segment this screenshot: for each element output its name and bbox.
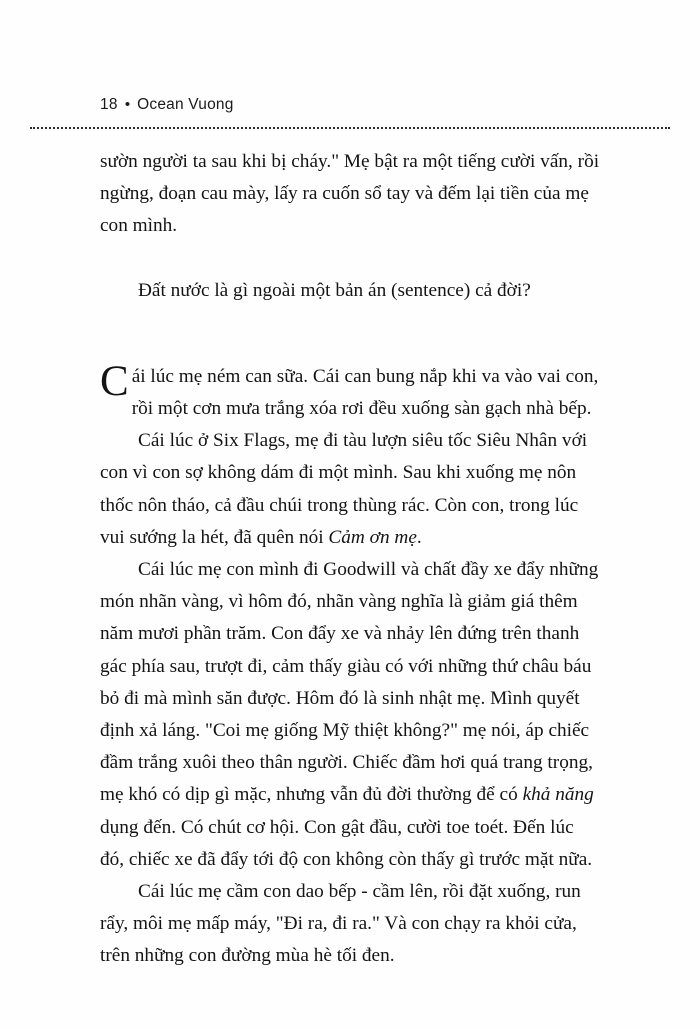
text-run: Cái lúc ở Six Flags, mẹ đi tàu lượn siêu tốc Siêu Nhân với con vì con sợ không dám đi một mình. Sau khi xuống mẹ nôn thốc nôn tháo, cả đầu chúi trong thùng rác. Còn con, trong lúc vui sướng la hét, đã quên nói: [100, 430, 588, 548]
paragraph-dropcap-text: ái lúc mẹ ném can sữa. Cái can bung nắp khi va vào vai con, rồi một cơn mưa trắng xóa rơi đều xuống sàn gạch nhà bếp.: [131, 365, 599, 420]
drop-cap-letter: C: [100, 357, 129, 405]
text-run: dụng đến. Có chút cơ hội. Con gật đầu, cười toe toét. Đến lúc đó, chiếc xe đã đẩy tới độ con không còn thấy gì trước mặt nữa.: [100, 816, 593, 870]
paragraph-dropcap: [100, 357, 600, 425]
paragraph-six-flags: [100, 425, 600, 554]
paragraph-question: Đất nước là gì ngoài một bản án (sentence) cả đời?: [138, 279, 531, 301]
body-text-column: [100, 146, 600, 973]
page-header: [100, 96, 600, 114]
paragraph-goodwill: [100, 554, 600, 876]
running-title: Ocean Vuong: [137, 96, 234, 113]
paragraph-continued: sườn người ta sau khi bị cháy." Mẹ bật ra một tiếng cười vấn, rồi ngừng, đoạn cau mày, lấy ra cuốn sổ tay và đếm lại tiền của mẹ con mình.: [100, 151, 600, 237]
text-run: Cái lúc mẹ con mình đi Goodwill và chất đầy xe đẩy những món nhãn vàng, vì hôm đó, nhãn vàng nghĩa là giảm giá thêm năm mươi phần trăm. Con đẩy xe và nhảy lên đứng trên thanh gác phía sau, trượt đi, cảm thấy giàu có với những thứ châu báu bỏ đi mà mình săn được. Hôm đó là sinh nhật mẹ. Mình quyết định xả láng. "Coi mẹ giống Mỹ thiệt không?" mẹ nói, áp chiếc đầm trắng xuôi theo thân người. Chiếc đầm hơi quá trang trọng, mẹ khó có dịp gì mặc, nhưng vẫn đủ đời thường để có: [100, 559, 599, 806]
header-dotted-rule: [30, 127, 670, 131]
italic-phrase-kha-nang: khả năng: [522, 784, 594, 806]
header-separator-dot: •: [124, 96, 131, 113]
italic-phrase-thanks: Cảm ơn mẹ: [328, 526, 417, 548]
paragraph-knife: Cái lúc mẹ cầm con dao bếp - cầm lên, rồi đặt xuống, run rẩy, môi mẹ mấp máy, "Đi ra, đi ra." Và con chạy ra khỏi cửa, trên những con đường mùa hè tối đen.: [100, 881, 581, 967]
page-number: 18: [100, 96, 118, 113]
text-run: .: [416, 526, 422, 548]
